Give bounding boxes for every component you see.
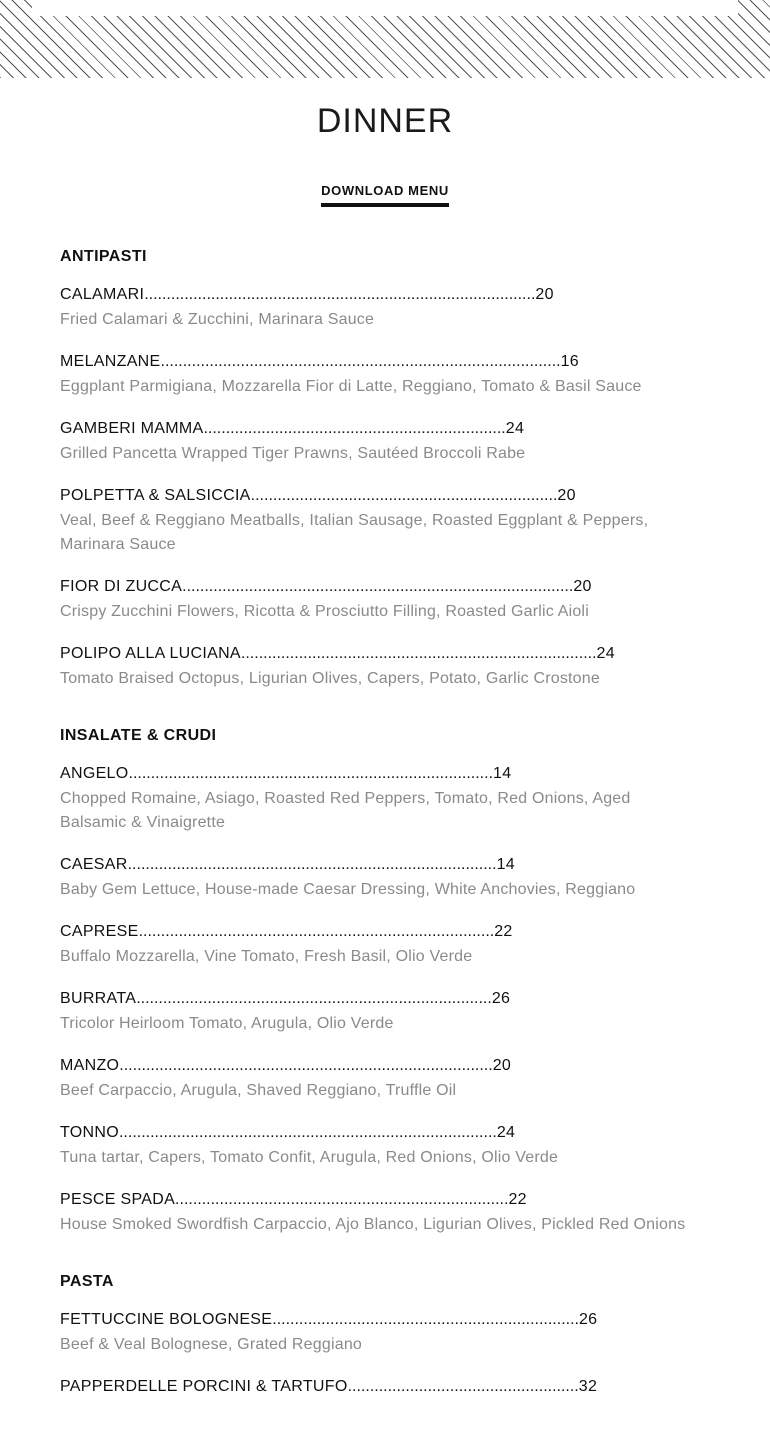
menu-item-name: GAMBERI MAMMA xyxy=(60,420,204,437)
menu-item xyxy=(60,1377,700,1397)
dot-leader: .................................................................... xyxy=(203,420,506,437)
menu-item-price: 16 xyxy=(560,353,579,370)
section-title: PASTA xyxy=(60,1273,114,1290)
menu-item-description: Chopped Romaine, Asiago, Roasted Red Peppers, Tomato, Red Onions, Aged Balsamic & Vinaigrette xyxy=(60,790,631,831)
menu-item xyxy=(60,989,700,1036)
download-wrapper xyxy=(0,182,770,207)
menu-item-name: PAPPERDELLE PORCINI & TARTUFO xyxy=(60,1378,348,1395)
menu-item-name: PESCE SPADA xyxy=(60,1191,176,1208)
menu-item-line xyxy=(60,922,700,942)
menu-item-price: 22 xyxy=(494,923,513,940)
header-card-edge xyxy=(32,0,738,16)
menu-item-line xyxy=(60,764,700,784)
menu-item-name: MELANZANE xyxy=(60,353,161,370)
menu-item-line xyxy=(60,577,700,597)
menu-item-line xyxy=(60,419,700,439)
dot-leader: ................................................................................ xyxy=(136,990,492,1007)
menu-item xyxy=(60,1056,700,1103)
menu-item-name: BURRATA xyxy=(60,990,137,1007)
menu-item-description: Buffalo Mozzarella, Vine Tomato, Fresh Basil, Olio Verde xyxy=(60,948,473,965)
menu-item-price: 20 xyxy=(573,578,592,595)
dot-leader: ................................................................................ xyxy=(138,923,495,940)
menu-item-line xyxy=(60,855,700,875)
menu-item-line xyxy=(60,352,700,372)
menu-section xyxy=(60,248,700,691)
menu-item-price: 24 xyxy=(496,1124,516,1141)
menu-item-price: 26 xyxy=(491,990,511,1007)
menu-item-name: CALAMARI xyxy=(60,286,145,303)
dot-leader: ........................................................................... xyxy=(175,1191,509,1208)
menu-item-line xyxy=(60,644,700,664)
dot-leader: ................................................................................ xyxy=(240,645,597,662)
menu-content xyxy=(60,248,700,1433)
menu-item-description: Grilled Pancetta Wrapped Tiger Prawns, Sautéed Broccoli Rabe xyxy=(60,445,526,462)
dot-leader: ........................................................................................ xyxy=(182,578,574,595)
menu-item xyxy=(60,1310,700,1357)
dot-leader: .................................................................................. xyxy=(128,765,494,782)
menu-item-line xyxy=(60,989,700,1009)
menu-item-description: Tuna tartar, Capers, Tomato Confit, Arugula, Red Onions, Olio Verde xyxy=(60,1149,559,1166)
menu-item-price: 20 xyxy=(535,286,554,303)
menu-item xyxy=(60,285,700,332)
menu-item-name: POLPETTA & SALSICCIA xyxy=(60,487,251,504)
menu-section xyxy=(60,1273,700,1397)
menu-item-name: CAESAR xyxy=(60,856,128,873)
menu-item xyxy=(60,1123,700,1170)
menu-item-name: TONNO xyxy=(60,1124,119,1141)
dot-leader: ..................................................................................... xyxy=(118,1124,497,1141)
menu-item xyxy=(60,486,700,557)
menu-item-line xyxy=(60,486,700,506)
menu-item-line xyxy=(60,1190,700,1210)
menu-item-line xyxy=(60,1123,700,1143)
menu-item-description: Fried Calamari & Zucchini, Marinara Sauce xyxy=(60,311,375,328)
menu-item-description: Baby Gem Lettuce, House-made Caesar Dressing, White Anchovies, Reggiano xyxy=(60,881,636,898)
dot-leader: ..................................................................... xyxy=(250,487,558,504)
menu-item-name: POLIPO ALLA LUCIANA xyxy=(60,645,241,662)
menu-item-name: FETTUCCINE BOLOGNESE xyxy=(60,1311,273,1328)
page-title: DINNER xyxy=(316,102,454,140)
menu-item xyxy=(60,577,700,624)
menu-item-price: 26 xyxy=(578,1311,598,1328)
menu-item-price: 24 xyxy=(596,645,615,662)
menu-item-description: Veal, Beef & Reggiano Meatballs, Italian Sausage, Roasted Eggplant & Peppers, Marinara Sauce xyxy=(60,512,649,553)
menu-item-name: ANGELO xyxy=(60,765,129,782)
menu-item-description: Tomato Braised Octopus, Ligurian Olives, Capers, Potato, Garlic Crostone xyxy=(60,670,600,687)
menu-item-name: FIOR DI ZUCCA xyxy=(60,578,183,595)
menu-item-line xyxy=(60,1056,700,1076)
menu-item-description: Eggplant Parmigiana, Mozzarella Fior di Latte, Reggiano, Tomato & Basil Sauce xyxy=(60,378,642,395)
menu-item-name: MANZO xyxy=(60,1057,120,1074)
menu-item-description: Beef Carpaccio, Arugula, Shaved Reggiano, Truffle Oil xyxy=(60,1082,457,1099)
menu-item-line xyxy=(60,285,700,305)
menu-item-price: 24 xyxy=(505,420,525,437)
dot-leader: .................................................................................... xyxy=(119,1057,493,1074)
menu-item xyxy=(60,1190,700,1237)
menu-item xyxy=(60,352,700,399)
section-title: ANTIPASTI xyxy=(60,248,147,265)
menu-item-name: CAPRESE xyxy=(60,923,139,940)
menu-item-description: Tricolor Heirloom Tomato, Arugula, Olio Verde xyxy=(60,1015,394,1032)
menu-item-description: Beef & Veal Bolognese, Grated Reggiano xyxy=(60,1336,363,1353)
dot-leader: ..................................................................... xyxy=(272,1311,579,1328)
download-menu-link[interactable]: DOWNLOAD MENU xyxy=(321,183,449,207)
dot-leader: .......................................................................................... xyxy=(160,353,561,370)
menu-item xyxy=(60,419,700,466)
section-title: INSALATE & CRUDI xyxy=(60,727,217,744)
dot-leader: ........................................................................................ xyxy=(144,286,536,303)
menu-item-price: 32 xyxy=(578,1378,598,1395)
menu-item-price: 14 xyxy=(496,856,515,873)
menu-item-description: House Smoked Swordfish Carpaccio, Ajo Blanco, Ligurian Olives, Pickled Red Onions xyxy=(60,1216,686,1233)
menu-section xyxy=(60,727,700,1237)
menu-item-line xyxy=(60,1377,700,1397)
dot-leader: .................................................... xyxy=(347,1378,579,1395)
menu-item-description: Crispy Zucchini Flowers, Ricotta & Prosciutto Filling, Roasted Garlic Aioli xyxy=(60,603,589,620)
menu-item xyxy=(60,855,700,902)
dot-leader: ................................................................................... xyxy=(127,856,497,873)
menu-item-price: 14 xyxy=(493,765,512,782)
menu-item-price: 20 xyxy=(492,1057,512,1074)
menu-item-line xyxy=(60,1310,700,1330)
menu-item-price: 22 xyxy=(508,1191,527,1208)
menu-item xyxy=(60,644,700,691)
menu-item-price: 20 xyxy=(557,487,576,504)
menu-item xyxy=(60,922,700,969)
menu-item xyxy=(60,764,700,835)
